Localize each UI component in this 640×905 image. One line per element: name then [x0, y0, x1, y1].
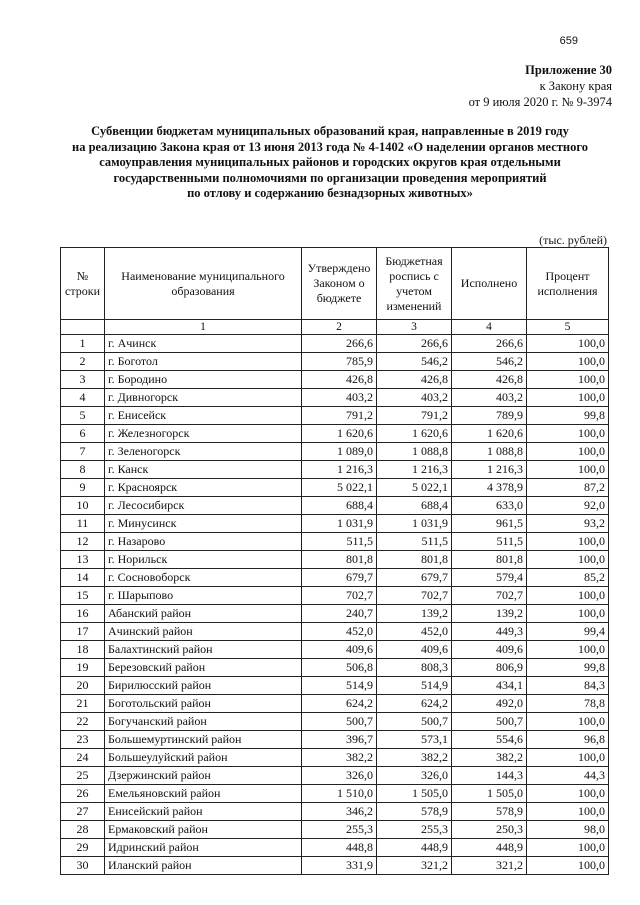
column-number: 5 [527, 320, 609, 335]
percent-cell: 99,8 [527, 407, 609, 425]
table-row [61, 569, 609, 587]
executed-cell: 266,6 [452, 335, 527, 353]
municipality-cell: г. Зеленогорск [105, 443, 302, 461]
executed-cell: 1 216,3 [452, 461, 527, 479]
row-number-cell: 2 [61, 353, 105, 371]
municipality-cell: Ермаковский район [105, 821, 302, 839]
approved-cell: 452,0 [302, 623, 377, 641]
approved-cell: 5 022,1 [302, 479, 377, 497]
executed-cell: 961,5 [452, 515, 527, 533]
title-line: на реализацию Закона края от 13 июня 2013 года № 4-1402 «О наделении органов местного [72, 139, 588, 154]
approved-cell: 514,9 [302, 677, 377, 695]
row-number-cell: 12 [61, 533, 105, 551]
table-row [61, 407, 609, 425]
column-number: 2 [302, 320, 377, 335]
row-number-cell: 22 [61, 713, 105, 731]
percent-cell: 44,3 [527, 767, 609, 785]
approved-cell: 409,6 [302, 641, 377, 659]
budget-list-cell: 1 505,0 [377, 785, 452, 803]
percent-cell: 100,0 [527, 533, 609, 551]
table-row [61, 695, 609, 713]
column-number: 3 [377, 320, 452, 335]
row-number-cell: 15 [61, 587, 105, 605]
approved-cell: 500,7 [302, 713, 377, 731]
percent-cell: 100,0 [527, 335, 609, 353]
percent-cell: 100,0 [527, 371, 609, 389]
table-row [61, 335, 609, 353]
municipality-cell: г. Красноярск [105, 479, 302, 497]
table-row [61, 443, 609, 461]
executed-cell: 139,2 [452, 605, 527, 623]
budget-list-cell: 791,2 [377, 407, 452, 425]
percent-cell: 93,2 [527, 515, 609, 533]
budget-list-cell: 808,3 [377, 659, 452, 677]
executed-cell: 702,7 [452, 587, 527, 605]
table-body [61, 335, 609, 875]
budget-list-cell: 702,7 [377, 587, 452, 605]
table-row [61, 371, 609, 389]
budget-list-cell: 452,0 [377, 623, 452, 641]
percent-cell: 100,0 [527, 353, 609, 371]
header-budget-list: Бюджетная роспись с учетом изменений [377, 248, 452, 320]
row-number-cell: 30 [61, 857, 105, 875]
approved-cell: 396,7 [302, 731, 377, 749]
percent-cell: 100,0 [527, 443, 609, 461]
approved-cell: 679,7 [302, 569, 377, 587]
percent-cell: 84,3 [527, 677, 609, 695]
row-number-cell: 13 [61, 551, 105, 569]
table-row [61, 803, 609, 821]
municipality-cell: г. Дивногорск [105, 389, 302, 407]
appendix-date: от 9 июля 2020 г. № 9-3974 [468, 95, 612, 109]
header-percent: Процент исполнения [527, 248, 609, 320]
row-number-cell: 14 [61, 569, 105, 587]
budget-list-cell: 326,0 [377, 767, 452, 785]
executed-cell: 403,2 [452, 389, 527, 407]
percent-cell: 99,4 [527, 623, 609, 641]
percent-cell: 100,0 [527, 857, 609, 875]
municipality-cell: г. Назарово [105, 533, 302, 551]
executed-cell: 321,2 [452, 857, 527, 875]
municipality-cell: Балахтинский район [105, 641, 302, 659]
percent-cell: 100,0 [527, 785, 609, 803]
municipality-cell: г. Сосновоборск [105, 569, 302, 587]
budget-list-cell: 403,2 [377, 389, 452, 407]
budget-list-cell: 546,2 [377, 353, 452, 371]
executed-cell: 579,4 [452, 569, 527, 587]
table-row [61, 389, 609, 407]
approved-cell: 382,2 [302, 749, 377, 767]
budget-list-cell: 500,7 [377, 713, 452, 731]
municipality-cell: г. Норильск [105, 551, 302, 569]
budget-list-cell: 1 088,8 [377, 443, 452, 461]
table-row [61, 533, 609, 551]
percent-cell: 100,0 [527, 425, 609, 443]
approved-cell: 1 031,9 [302, 515, 377, 533]
municipality-cell: г. Бородино [105, 371, 302, 389]
table-row [61, 641, 609, 659]
appendix-header [469, 62, 612, 110]
approved-cell: 801,8 [302, 551, 377, 569]
row-number-cell: 27 [61, 803, 105, 821]
table-row [61, 551, 609, 569]
row-number-cell: 6 [61, 425, 105, 443]
percent-cell: 100,0 [527, 551, 609, 569]
budget-list-cell: 578,9 [377, 803, 452, 821]
executed-cell: 546,2 [452, 353, 527, 371]
table-row [61, 767, 609, 785]
approved-cell: 688,4 [302, 497, 377, 515]
approved-cell: 791,2 [302, 407, 377, 425]
executed-cell: 426,8 [452, 371, 527, 389]
executed-cell: 492,0 [452, 695, 527, 713]
approved-cell: 702,7 [302, 587, 377, 605]
executed-cell: 409,6 [452, 641, 527, 659]
percent-cell: 100,0 [527, 641, 609, 659]
budget-list-cell: 426,8 [377, 371, 452, 389]
title-line: по отлову и содержанию безнадзорных животных» [187, 186, 473, 200]
approved-cell: 331,9 [302, 857, 377, 875]
municipality-cell: г. Шарыпово [105, 587, 302, 605]
row-number-cell: 25 [61, 767, 105, 785]
title-line: государственными полномочиями по организации проведения мероприятий [113, 170, 547, 185]
executed-cell: 1 505,0 [452, 785, 527, 803]
column-number: 1 [105, 320, 302, 335]
subsidies-table [60, 247, 609, 875]
table-row [61, 605, 609, 623]
municipality-cell: г. Боготол [105, 353, 302, 371]
municipality-cell: Дзержинский район [105, 767, 302, 785]
row-number-cell: 1 [61, 335, 105, 353]
percent-cell: 98,0 [527, 821, 609, 839]
executed-cell: 449,3 [452, 623, 527, 641]
table-row [61, 659, 609, 677]
municipality-cell: г. Канск [105, 461, 302, 479]
budget-list-cell: 1 620,6 [377, 425, 452, 443]
approved-cell: 511,5 [302, 533, 377, 551]
percent-cell: 100,0 [527, 713, 609, 731]
municipality-cell: Боготольский район [105, 695, 302, 713]
percent-cell: 100,0 [527, 389, 609, 407]
executed-cell: 434,1 [452, 677, 527, 695]
municipality-cell: г. Ачинск [105, 335, 302, 353]
approved-cell: 426,8 [302, 371, 377, 389]
table-row [61, 821, 609, 839]
municipality-cell: Енисейский район [105, 803, 302, 821]
row-number-cell: 10 [61, 497, 105, 515]
column-number-row [61, 320, 609, 335]
appendix-title: Приложение 30 [525, 63, 612, 77]
row-number-cell: 8 [61, 461, 105, 479]
approved-cell: 1 510,0 [302, 785, 377, 803]
municipality-cell: Большеулуйский район [105, 749, 302, 767]
table-row [61, 839, 609, 857]
budget-list-cell: 801,8 [377, 551, 452, 569]
budget-list-cell: 266,6 [377, 335, 452, 353]
title-line: Субвенции бюджетам муниципальных образований края, направленные в 2019 году [91, 124, 569, 138]
row-number-cell: 11 [61, 515, 105, 533]
row-number-cell: 9 [61, 479, 105, 497]
budget-list-cell: 5 022,1 [377, 479, 452, 497]
table-row [61, 749, 609, 767]
header-executed: Исполнено [452, 248, 527, 320]
table-row [61, 497, 609, 515]
municipality-cell: Березовский район [105, 659, 302, 677]
table-header-row [61, 248, 609, 320]
appendix-law: к Закону края [539, 79, 612, 93]
table-row [61, 353, 609, 371]
approved-cell: 326,0 [302, 767, 377, 785]
municipality-cell: Иланский район [105, 857, 302, 875]
row-number-cell: 17 [61, 623, 105, 641]
approved-cell: 1 216,3 [302, 461, 377, 479]
executed-cell: 511,5 [452, 533, 527, 551]
budget-list-cell: 1 216,3 [377, 461, 452, 479]
percent-cell: 96,8 [527, 731, 609, 749]
municipality-cell: г. Железногорск [105, 425, 302, 443]
percent-cell: 85,2 [527, 569, 609, 587]
table-row [61, 731, 609, 749]
executed-cell: 382,2 [452, 749, 527, 767]
executed-cell: 1 088,8 [452, 443, 527, 461]
approved-cell: 506,8 [302, 659, 377, 677]
executed-cell: 1 620,6 [452, 425, 527, 443]
row-number-cell: 4 [61, 389, 105, 407]
row-number-cell: 19 [61, 659, 105, 677]
municipality-cell: г. Енисейск [105, 407, 302, 425]
row-number-cell: 18 [61, 641, 105, 659]
percent-cell: 100,0 [527, 605, 609, 623]
header-row-number: № строки [61, 248, 105, 320]
executed-cell: 789,9 [452, 407, 527, 425]
municipality-cell: Бирилюсский район [105, 677, 302, 695]
executed-cell: 500,7 [452, 713, 527, 731]
budget-list-cell: 382,2 [377, 749, 452, 767]
percent-cell: 100,0 [527, 803, 609, 821]
executed-cell: 806,9 [452, 659, 527, 677]
header-municipality: Наименование муниципального образования [105, 248, 302, 320]
percent-cell: 78,8 [527, 695, 609, 713]
approved-cell: 785,9 [302, 353, 377, 371]
approved-cell: 346,2 [302, 803, 377, 821]
units-label: (тыс. рублей) [539, 233, 607, 247]
municipality-cell: Емельяновский район [105, 785, 302, 803]
percent-cell: 92,0 [527, 497, 609, 515]
header-approved: Утверждено Законом о бюджете [302, 248, 377, 320]
table-row [61, 785, 609, 803]
budget-list-cell: 255,3 [377, 821, 452, 839]
executed-cell: 250,3 [452, 821, 527, 839]
row-number-cell: 5 [61, 407, 105, 425]
percent-cell: 100,0 [527, 749, 609, 767]
column-number: 4 [452, 320, 527, 335]
table-row [61, 461, 609, 479]
approved-cell: 624,2 [302, 695, 377, 713]
percent-cell: 100,0 [527, 587, 609, 605]
approved-cell: 448,8 [302, 839, 377, 857]
row-number-cell: 26 [61, 785, 105, 803]
budget-list-cell: 409,6 [377, 641, 452, 659]
approved-cell: 403,2 [302, 389, 377, 407]
row-number-cell: 29 [61, 839, 105, 857]
budget-list-cell: 679,7 [377, 569, 452, 587]
percent-cell: 100,0 [527, 839, 609, 857]
table-row [61, 425, 609, 443]
municipality-cell: Идринский район [105, 839, 302, 857]
municipality-cell: г. Минусинск [105, 515, 302, 533]
column-number-blank [61, 320, 105, 335]
budget-list-cell: 139,2 [377, 605, 452, 623]
executed-cell: 554,6 [452, 731, 527, 749]
table-row [61, 515, 609, 533]
approved-cell: 240,7 [302, 605, 377, 623]
row-number-cell: 16 [61, 605, 105, 623]
approved-cell: 255,3 [302, 821, 377, 839]
municipality-cell: Ачинский район [105, 623, 302, 641]
budget-list-cell: 688,4 [377, 497, 452, 515]
executed-cell: 448,9 [452, 839, 527, 857]
municipality-cell: Богучанский район [105, 713, 302, 731]
table-row [61, 857, 609, 875]
approved-cell: 1 620,6 [302, 425, 377, 443]
row-number-cell: 7 [61, 443, 105, 461]
row-number-cell: 21 [61, 695, 105, 713]
budget-list-cell: 514,9 [377, 677, 452, 695]
table-row [61, 677, 609, 695]
municipality-cell: Большемуртинский район [105, 731, 302, 749]
budget-list-cell: 624,2 [377, 695, 452, 713]
row-number-cell: 23 [61, 731, 105, 749]
budget-list-cell: 321,2 [377, 857, 452, 875]
row-number-cell: 20 [61, 677, 105, 695]
table-row [61, 479, 609, 497]
table-row [61, 587, 609, 605]
executed-cell: 4 378,9 [452, 479, 527, 497]
percent-cell: 87,2 [527, 479, 609, 497]
document-title [40, 124, 620, 202]
municipality-cell: Абанский район [105, 605, 302, 623]
approved-cell: 1 089,0 [302, 443, 377, 461]
executed-cell: 578,9 [452, 803, 527, 821]
title-line: самоуправления муниципальных районов и городских округов края отдельными [99, 155, 561, 169]
budget-list-cell: 511,5 [377, 533, 452, 551]
executed-cell: 801,8 [452, 551, 527, 569]
percent-cell: 99,8 [527, 659, 609, 677]
row-number-cell: 28 [61, 821, 105, 839]
executed-cell: 144,3 [452, 767, 527, 785]
table-row [61, 713, 609, 731]
table-row [61, 623, 609, 641]
row-number-cell: 24 [61, 749, 105, 767]
page-number: 659 [559, 35, 578, 47]
executed-cell: 633,0 [452, 497, 527, 515]
municipality-cell: г. Лесосибирск [105, 497, 302, 515]
budget-list-cell: 1 031,9 [377, 515, 452, 533]
budget-list-cell: 448,9 [377, 839, 452, 857]
budget-list-cell: 573,1 [377, 731, 452, 749]
percent-cell: 100,0 [527, 461, 609, 479]
row-number-cell: 3 [61, 371, 105, 389]
approved-cell: 266,6 [302, 335, 377, 353]
